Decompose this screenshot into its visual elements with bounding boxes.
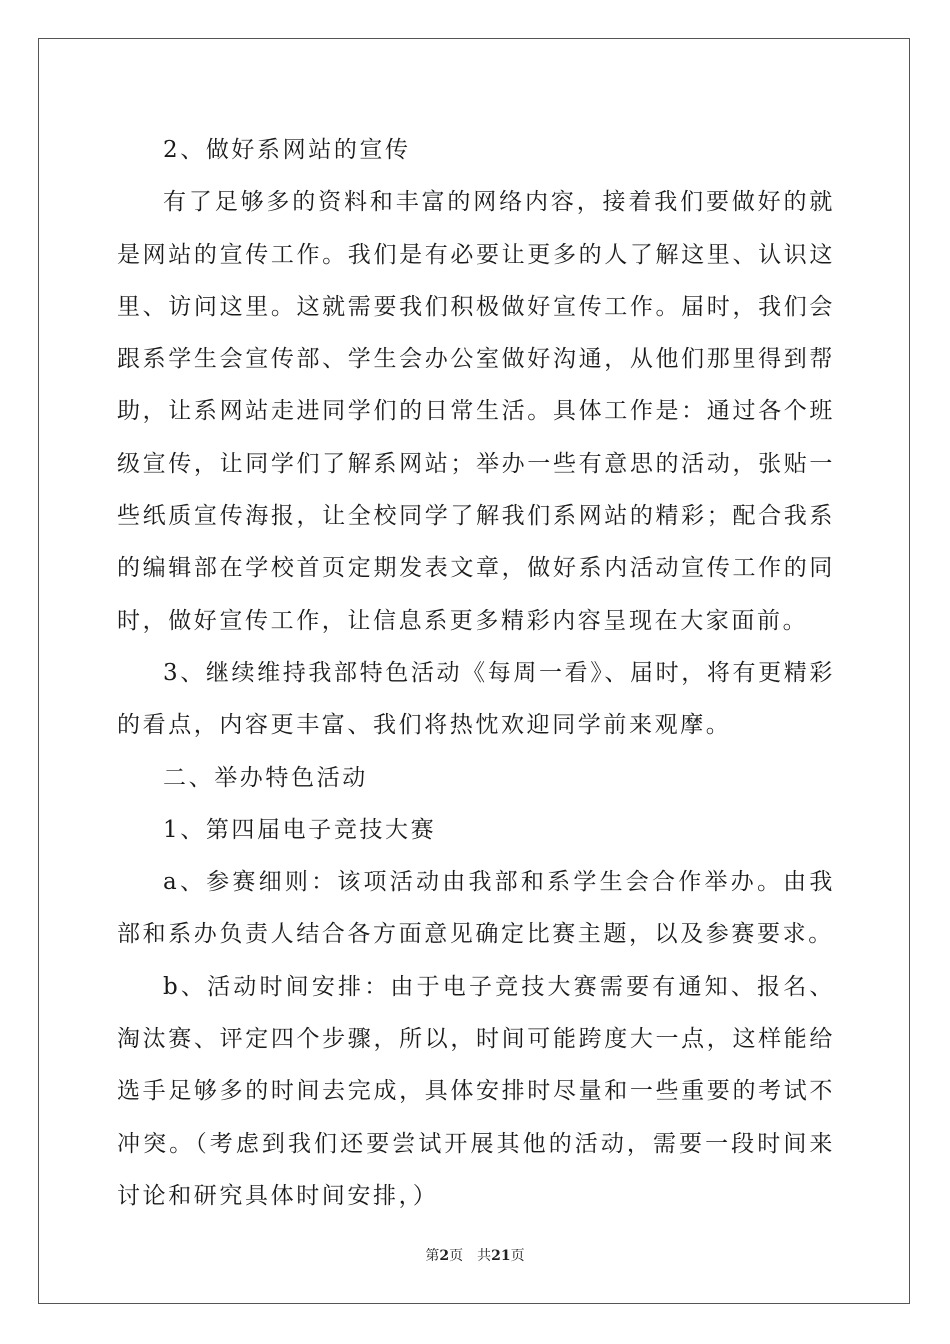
footer-prefix: 第 [425,1248,440,1264]
paragraph-promotion-details: 有了足够多的资料和丰富的网络内容，接着我们要做好的就是网站的宣传工作。我们是有必要让更多的人了解这里、认识这里、访问这里。这就需要我们积极做好宣传工作。届时，我们会跟系学生会宣传部、学生会办公室做好沟通，从他们那里得到帮助，让系网站走进同学们的日常生活。具体工作是：通过各个班级宣传，让同学们了解系网站；举办一些有意思的活动，张贴一些纸质宣传海报，让全校同学了解我们系网站的精彩；配合我系的编辑部在学校首页定期发表文章，做好系内活动宣传工作的同时，做好宣传工作，让信息系更多精彩内容呈现在大家面前。 [117,189,835,634]
heading-special-activities: 二、举办特色活动 [163,764,368,791]
paragraph-schedule: b、活动时间安排：由于电子竞技大赛需要有通知、报名、淘汰赛、评定四个步骤，所以，时间可能跨度大一点，这样能给选手足够多的时间去完成，具体安排时尽量和一些重要的考试不冲突。（考虑到我们还要尝试开展其他的活动，需要一段时间来讨论和研究具体时间安排，） [117,973,835,1209]
page-footer [0,1245,950,1265]
heading-esports-contest: 1、第四届电子竞技大赛 [163,816,437,843]
document-body [117,124,835,1222]
current-page-number: 2 [439,1248,450,1264]
total-page-count: 21 [491,1248,511,1264]
paragraph-contest-rules: a、参赛细则：该项活动由我部和系学生会合作举办。由我部和系办负责人结合各方面意见确定比赛主题，以及参赛要求。 [117,869,835,948]
footer-page-suffix: 页 [449,1248,464,1264]
heading-website-promotion: 2、做好系网站的宣传 [163,137,411,163]
footer-total-suffix: 页 [510,1248,525,1264]
paragraph-weekly-activity: 3、继续维持我部特色活动《每周一看》、届时，将有更精彩的看点，内容更丰富、我们将热忱欢迎同学前来观摩。 [117,659,835,739]
footer-total-prefix: 共 [477,1248,492,1264]
